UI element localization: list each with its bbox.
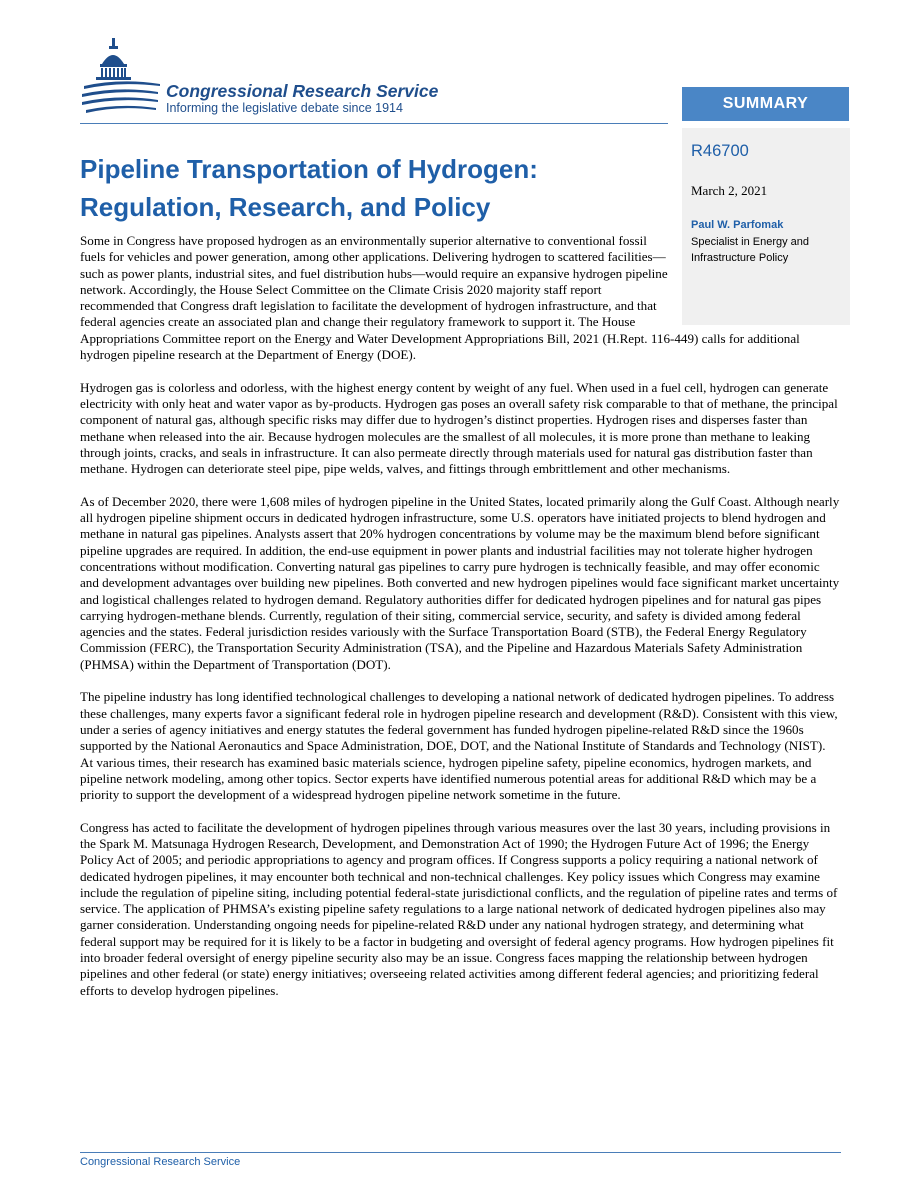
org-name: Congressional Research Service	[166, 81, 439, 101]
footer-divider	[80, 1152, 841, 1153]
footer-label: Congressional Research Service	[80, 1156, 241, 1168]
author-name[interactable]: Paul W. Parfomak	[691, 219, 784, 231]
report-id: R46700	[691, 142, 749, 160]
summary-body	[80, 233, 840, 1015]
header-divider	[80, 123, 668, 124]
page-title: Pipeline Transportation of Hydrogen: Regulation, Research, and Policy	[80, 154, 538, 222]
crs-logo[interactable]	[80, 34, 480, 124]
author-title: Specialist in Energy and Infrastructure Policy	[691, 236, 810, 264]
paragraph: The pipeline industry has long identified technological challenges to developing a national network of dedicated hydrogen pipelines. To address these challenges, many experts favor a significant federal role in hydrogen pipeline research and development (R&D). Consistent with this view, under a series of agency initiatives and energy statutes the federal government has funded hydrogen pipeline-related R&D since the 1960s supported by the National Aeronautics and Space Administration, DOE, DOT, and the National Institute of Standards and Technology (NIST). At various times, their research has examined basic materials science, hydrogen pipeline safety, pipeline economics, hydrogen markets, and pipeline network modeling, among other topics. Sector experts have identified numerous potential areas for additional R&D which may be a priority to support the development of a widespread hydrogen pipeline network sometime in the future.	[80, 689, 838, 803]
paragraph: Hydrogen gas is colorless and odorless, with the highest energy content by weight of any fuel. When used in a fuel cell, hydrogen can generate electricity with only heat and water vapor as by-products. Hydrogen gas poses an overall safety risk comparable to that of methane, the principal component of natural gas, although specific risks may differ due to hydrogen’s distinct properties. Hydrogen rises and disperses faster than methane when released into the air. Because hydrogen molecules are the smallest of all molecules, it is more prone than methane to leaking through joints, cracks, and seals in infrastructure. It can also permeate directly through materials used for natural gas distribution faster than methane. Hydrogen can deteriorate steel pipe, pipe welds, valves, and fittings through embrittlement and other mechanisms.	[80, 379, 838, 477]
summary-banner: SUMMARY	[682, 87, 849, 121]
sidebar-wrap-spacer	[670, 233, 840, 328]
capitol-dome-icon	[80, 34, 170, 124]
paragraph: Congress has acted to facilitate the development of hydrogen pipelines through various measures over the last 30 years, including provisions in the Spark M. Matsunaga Hydrogen Research, Development, and Demonstration Act of 1990; the Hydrogen Future Act of 1996; the Energy Policy Act of 2005; and periodic appropriations to agency and program offices. If Congress supports a policy requiring a national network of dedicated hydrogen pipelines, it may encounter both technical and non-technical challenges. Key policy issues which Congress may examine include the regulation of pipeline siting, including potential federal-state jurisdictional conflicts, and the regulation of pipeline rates and terms of service. The application of PHMSA’s existing pipeline safety regulations to a large national network of dedicated hydrogen pipelines also may garner consideration. Understanding ongoing needs for pipeline-related R&D under any national hydrogen strategy, and determining what federal support may be required for it is likely to be a factor in budgeting and oversight of federal agency programs. How hydrogen pipelines fit into broader federal oversight of energy pipeline security also may be an issue. Congress faces mapping the relationship between hydrogen pipelines and other federal (or state) energy initiatives; overseeing related activities among different federal agencies; and prioritizing federal efforts to develop hydrogen pipelines.	[80, 819, 838, 998]
org-tagline: Informing the legislative debate since 1914	[166, 101, 403, 115]
paragraph: As of December 2020, there were 1,608 miles of hydrogen pipeline in the United States, located primarily along the Gulf Coast. Although nearly all hydrogen pipeline shipment occurs in dedicated hydrogen infrastructure, some U.S. operators have initiated projects to blend hydrogen and methane in natural gas pipelines. Analysts assert that 20% hydrogen concentrations by volume may be the maximum blend before significant pipeline upgrades are required. In addition, the end-use equipment in power plants and industrial facilities may not tolerate higher hydrogen concentrations without modification. Converting natural gas pipelines to carry pure hydrogen is technically feasible, and may offer economic and development advantages over building new pipelines. Both converted and new hydrogen pipelines would face significant market uncertainty and logistical challenges related to hydrogen demand. Regulatory authorities differ for dedicated hydrogen pipelines and for natural gas pipes carrying hydrogen-methane blends. Currently, regulation of their siting, commercial service, security, and safety is divided among federal agencies and the states. Federal jurisdiction resides variously with the Surface Transportation Board (STB), the Federal Energy Regulatory Commission (FERC), the Transportation Security Administration (TSA), and the Pipeline and Hazardous Materials Safety Administration (PHMSA) within the Department of Transportation (DOT).	[80, 493, 840, 672]
paragraph: Some in Congress have proposed hydrogen as an environmentally superior alternative to conventional fossil fuels for vehicles and power generation, among other applications. Delivering hydrogen to scattered facilities—such as power plants, industrial sites, and fuel distribution hubs—would require an expansive hydrogen pipeline network. Accordingly, the House Select Committee on the Climate Crisis 2020 majority staff report recommended that Congress draft legislation to facilitate the development of hydrogen infrastructure, and that federal agencies create an associated plan and change their regulatory framework to support it. The House Appropriations Committee report on the Energy and Water Development Appropriations Bill, 2021 (H.Rept. 116-449) calls for additional hydrogen pipeline research at the Department of Energy (DOE).	[80, 233, 800, 363]
report-date: March 2, 2021	[691, 183, 768, 198]
